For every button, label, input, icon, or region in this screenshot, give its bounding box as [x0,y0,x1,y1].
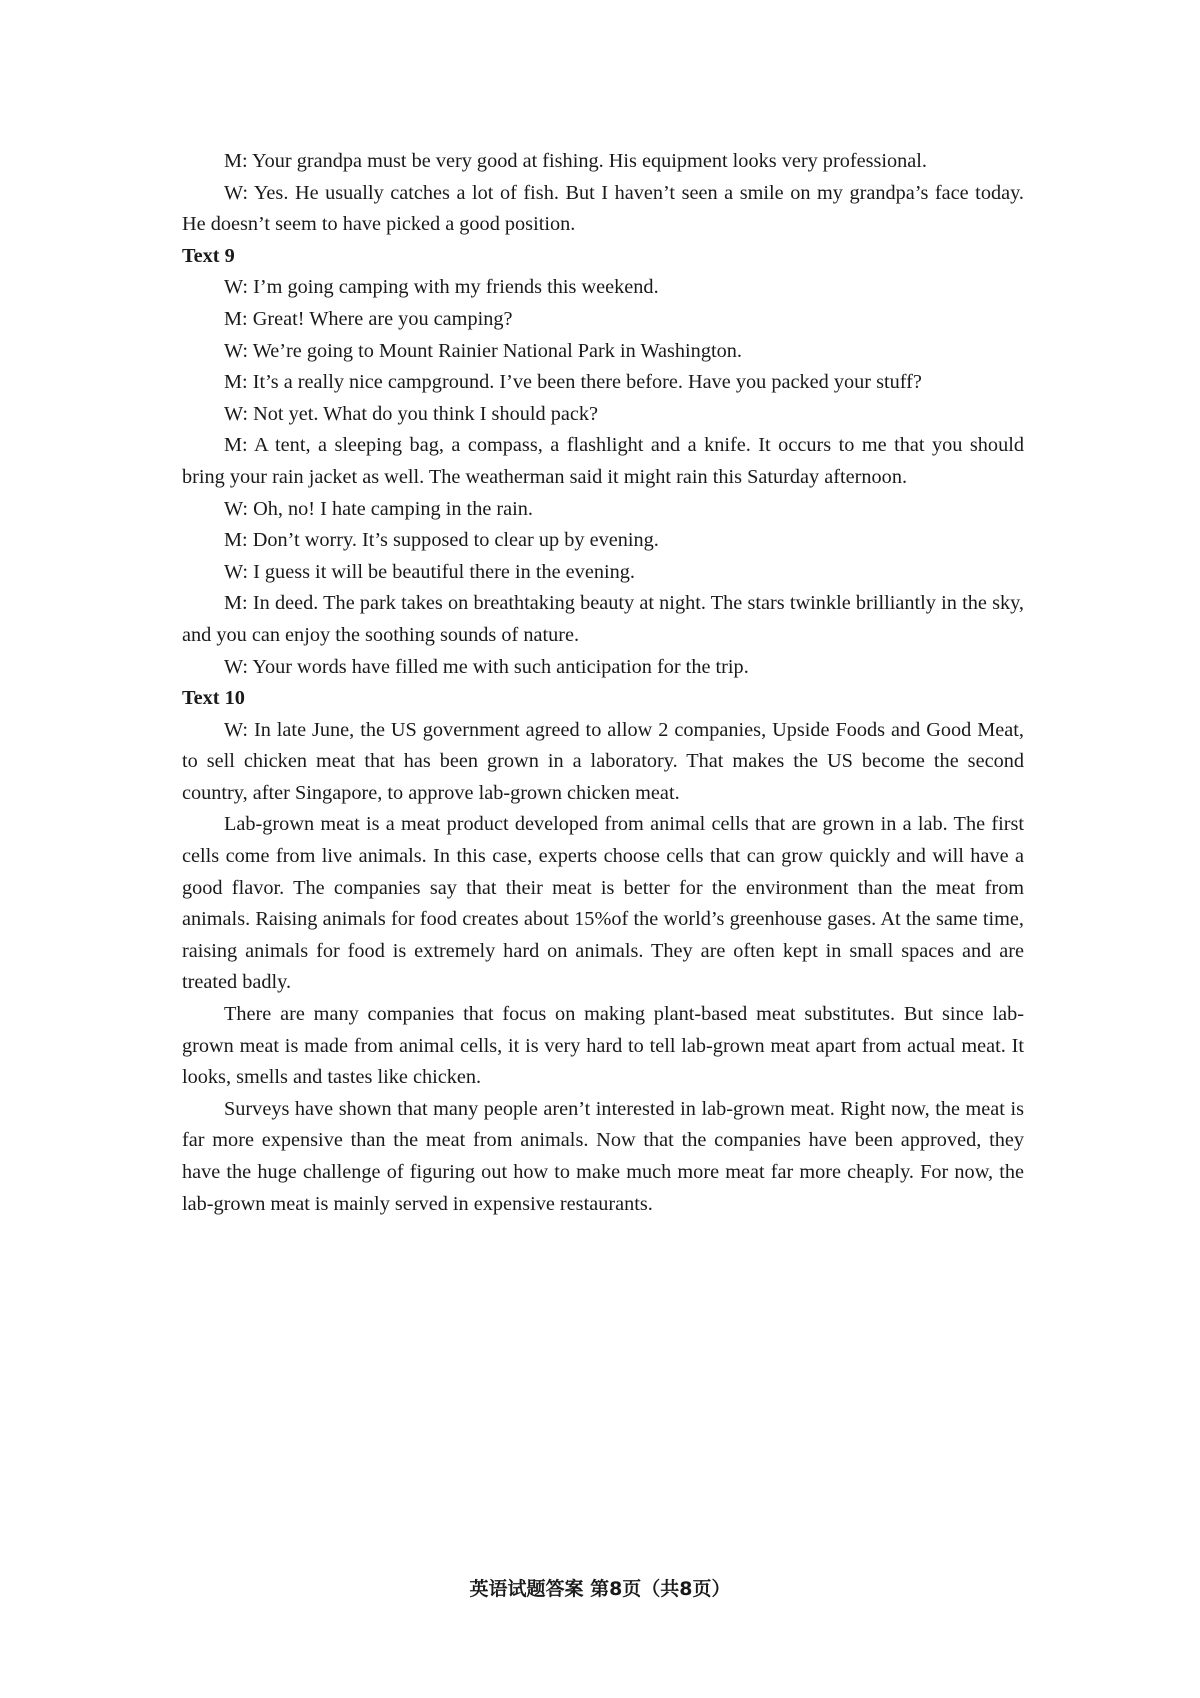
dialogue-line: W: I guess it will be beautiful there in the evening. [224,560,635,583]
dialogue-line: M: A tent, a sleeping bag, a compass, a flashlight and a knife. It occurs to me that you should bring your rain jacket as well. The weatherman said it might rain this Saturday afternoon. [182,434,1024,488]
dialogue-line: W: Your words have filled me with such anticipation for the trip. [224,655,749,678]
dialogue-line: W: Not yet. What do you think I should pack? [224,402,599,425]
dialogue-line: W: I’m going camping with my friends this weekend. [224,276,659,299]
dialogue-line: M: In deed. The park takes on breathtaking beauty at night. The stars twinkle brilliantly in the sky, and you can enjoy the soothing sounds of nature. [182,592,1024,646]
passage-paragraph: Lab-grown meat is a meat product developed from animal cells that are grown in a lab. The first cells come from live animals. In this case, experts choose cells that can grow quickly and will have a good flavor. The companies say that their meat is better for the environment than the meat from animals. Raising animals for food creates about 15%of the world’s greenhouse gases. At the same time, raising animals for food is extremely hard on animals. They are often kept in small spaces and are treated badly. [182,813,1024,994]
section-heading-text-10: Text 10 [182,687,245,710]
dialogue-line: W: We’re going to Mount Rainier National Park in Washington. [224,339,742,362]
page-footer: 英语试题答案 第8页（共8页） [469,1578,731,1600]
dialogue-line: M: Great! Where are you camping? [224,307,513,330]
dialogue-line: M: Your grandpa must be very good at fishing. His equipment looks very professional. [224,150,927,172]
passage-paragraph: W: In late June, the US government agreed to allow 2 companies, Upside Foods and Good Meat, to sell chicken meat that has been grown in a laboratory. That makes the US become the second country, after Singapore, to approve lab-grown chicken meat. [182,718,1024,804]
passage-paragraph: Surveys have shown that many people aren’t interested in lab-grown meat. Right now, the meat is far more expensive than the meat from animals. Now that the companies have been approved, they have the huge challenge of figuring out how to make much more meat far more cheaply. For now, the lab-grown meat is mainly served in expensive restaurants. [182,1097,1024,1215]
dialogue-line: M: Don’t worry. It’s supposed to clear up by evening. [224,529,659,552]
section-heading-text-9: Text 9 [182,244,235,267]
dialogue-line: W: Oh, no! I hate camping in the rain. [224,497,534,520]
document-body [182,146,1024,1220]
passage-paragraph: There are many companies that focus on making plant-based meat substitutes. But since lab-grown meat is made from animal cells, it is very hard to tell lab-grown meat apart from actual meat. It looks, smells and tastes like chicken. [182,1003,1024,1089]
dialogue-line: W: Yes. He usually catches a lot of fish. But I haven’t seen a smile on my grandpa’s face today. He doesn’t seem to have picked a good position. [182,181,1024,236]
dialogue-line: M: It’s a really nice campground. I’ve been there before. Have you packed your stuff? [224,371,922,394]
